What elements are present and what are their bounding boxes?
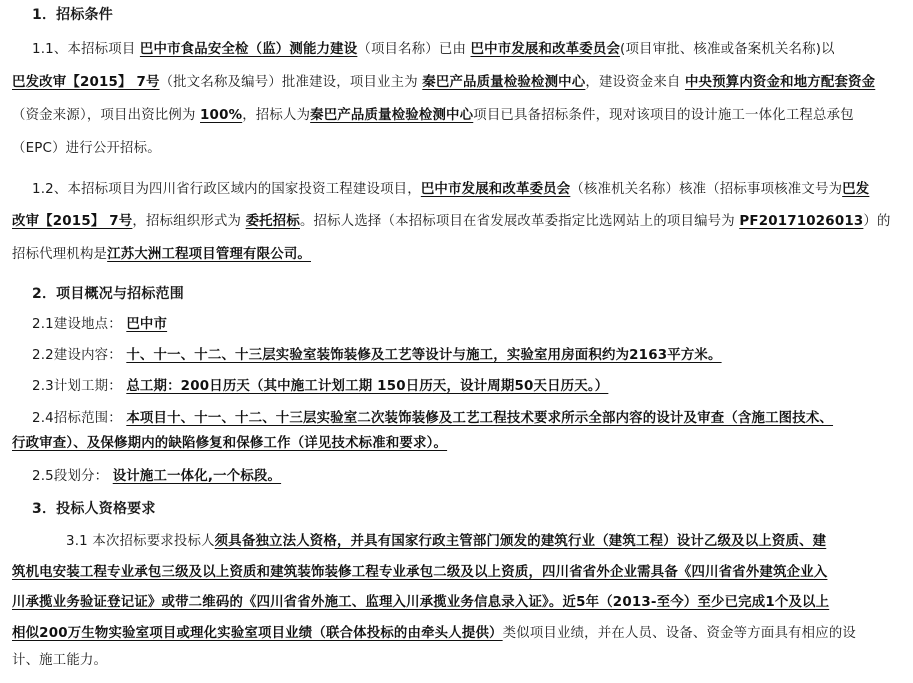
text: （批文名称及编号）批准建设，项目业主为 bbox=[159, 75, 423, 90]
text: 1.1、本招标项目 bbox=[32, 42, 140, 57]
performance-req: 相似200万生物实验室项目或理化实验室项目业绩（联合体投标的由牵头人提供） bbox=[12, 626, 503, 641]
text: 1.2、本招标项目为四川省行政区域内的国家投资工程建设项目， bbox=[32, 182, 421, 197]
para-1-1-line-2 bbox=[12, 73, 906, 95]
para-3-1-line-3 bbox=[12, 593, 906, 615]
item-2-5 bbox=[32, 467, 281, 489]
approval-authority: 巴中市发展和改革委员会 bbox=[470, 42, 621, 57]
para-1-1-line-3 bbox=[12, 106, 906, 128]
label: 2.4招标范围： bbox=[32, 411, 127, 426]
text: 项目已具备招标条件，现对该项目的设计施工一体化工程总承包 bbox=[473, 108, 854, 123]
label: 2.2建设内容： bbox=[32, 348, 127, 363]
text: （资金来源），项目出资比例为 bbox=[12, 108, 201, 123]
section-2-heading: 2．项目概况与招标范围 bbox=[32, 286, 184, 302]
text: ，建设资金来自 bbox=[585, 75, 685, 90]
qualification-req: 须具备独立法人资格，并具有国家行政主管部门颁发的建筑行业（建筑工程）设计乙级及以上资质、建 bbox=[214, 534, 827, 549]
funding-ratio: 100% bbox=[200, 108, 243, 123]
para-3-1-line-2 bbox=[12, 563, 906, 585]
text: ）的 bbox=[863, 214, 891, 229]
tender-scope-cont: 行政审查）、及保修期内的缺陷修复和保修工作（详见技术标准和要求）。 bbox=[12, 436, 448, 451]
funding-source: 中央预算内资金和地方配套资金 bbox=[684, 75, 876, 90]
label: 2.3计划工期： bbox=[32, 379, 127, 394]
item-2-3 bbox=[32, 377, 608, 399]
approval-doc-number-part-2: 改审【2015】 7号 bbox=[12, 214, 133, 229]
tenderer: 秦巴产品质量检验检测中心 bbox=[310, 108, 474, 123]
project-number: PF20171026013 bbox=[739, 214, 864, 229]
text: 。招标人选择（本招标项目在省发展改革委指定比选网站上的项目编号为 bbox=[299, 214, 740, 229]
text: 招标代理机构是 bbox=[12, 247, 108, 262]
tender-scope: 本项目十、十一、十二、十三层实验室二次装饰装修及工艺工程技术要求所示全部内容的设计及审查（含施工图技术、 bbox=[126, 411, 834, 426]
para-3-1-line-4 bbox=[12, 624, 906, 646]
text: ，招标人为 bbox=[242, 108, 311, 123]
item-2-2 bbox=[32, 346, 722, 368]
text: 类似项目业绩，并在人员、设备、资金等方面具有相应的设 bbox=[502, 626, 856, 641]
project-owner: 秦巴产品质量检验检测中心 bbox=[422, 75, 586, 90]
label: 2.1建设地点： bbox=[32, 317, 127, 332]
para-1-2-line-1 bbox=[32, 180, 906, 202]
text: 3.1 本次招标要求投标人 bbox=[66, 534, 215, 549]
qualification-req: 筑机电安装工程专业承包三级及以上资质和建筑装饰装修工程专业承包二级及以上资质，四川省省外企业需具备《四川省省外建筑企业入 bbox=[12, 565, 828, 580]
planned-duration: 总工期：200日历天（其中施工计划工期 150日历天，设计周期50天日历天。） bbox=[126, 379, 609, 394]
construction-content: 十、十一、十二、十三层实验室装饰装修及工艺等设计与施工，实验室用房面积约为2163平方米。 bbox=[126, 348, 722, 363]
item-2-4-line-2 bbox=[12, 434, 447, 456]
label: 2.5段划分： bbox=[32, 469, 113, 484]
text: ，招标组织形式为 bbox=[132, 214, 246, 229]
approval-authority: 巴中市发展和改革委员会 bbox=[420, 182, 571, 197]
para-1-2-line-3 bbox=[12, 245, 311, 267]
para-3-1-line-1 bbox=[66, 532, 906, 554]
para-1-1-line-4 bbox=[12, 139, 161, 161]
item-2-1 bbox=[32, 315, 167, 337]
text: （项目名称）已由 bbox=[357, 42, 471, 57]
qualification-req: 川承揽业务验证登记证》或带二维码的《四川省省外施工、监理入川承揽业务信息录入证》。近5年（2013-至今）至少已完成1个及以上 bbox=[12, 595, 830, 610]
tender-agent: 江苏大洲工程项目管理有限公司。 bbox=[107, 247, 311, 262]
para-3-1-line-5 bbox=[12, 651, 107, 673]
para-1-1-line-1 bbox=[32, 40, 906, 62]
section-1-heading: 1．招标条件 bbox=[32, 7, 113, 23]
text: （EPC）进行公开招标。 bbox=[12, 141, 161, 156]
tender-organization-form: 委托招标 bbox=[245, 214, 300, 229]
section-division: 设计施工一体化,一个标段。 bbox=[112, 469, 282, 484]
text: （核准机关名称）核准（招标事项核准文号为 bbox=[570, 182, 843, 197]
text: (项目审批、核准或备案机关名称)以 bbox=[620, 42, 835, 57]
text: 计、施工能力。 bbox=[12, 653, 108, 668]
approval-doc-number: 巴发改审【2015】 7号 bbox=[12, 75, 160, 90]
section-3-heading: 3．投标人资格要求 bbox=[32, 501, 156, 517]
item-2-4-line-1 bbox=[32, 409, 906, 431]
construction-site: 巴中市 bbox=[126, 317, 168, 332]
approval-doc-number-part-1: 巴发 bbox=[842, 182, 870, 197]
project-name: 巴中市食品安全检（监）测能力建设 bbox=[139, 42, 358, 57]
para-1-2-line-2 bbox=[12, 212, 906, 234]
